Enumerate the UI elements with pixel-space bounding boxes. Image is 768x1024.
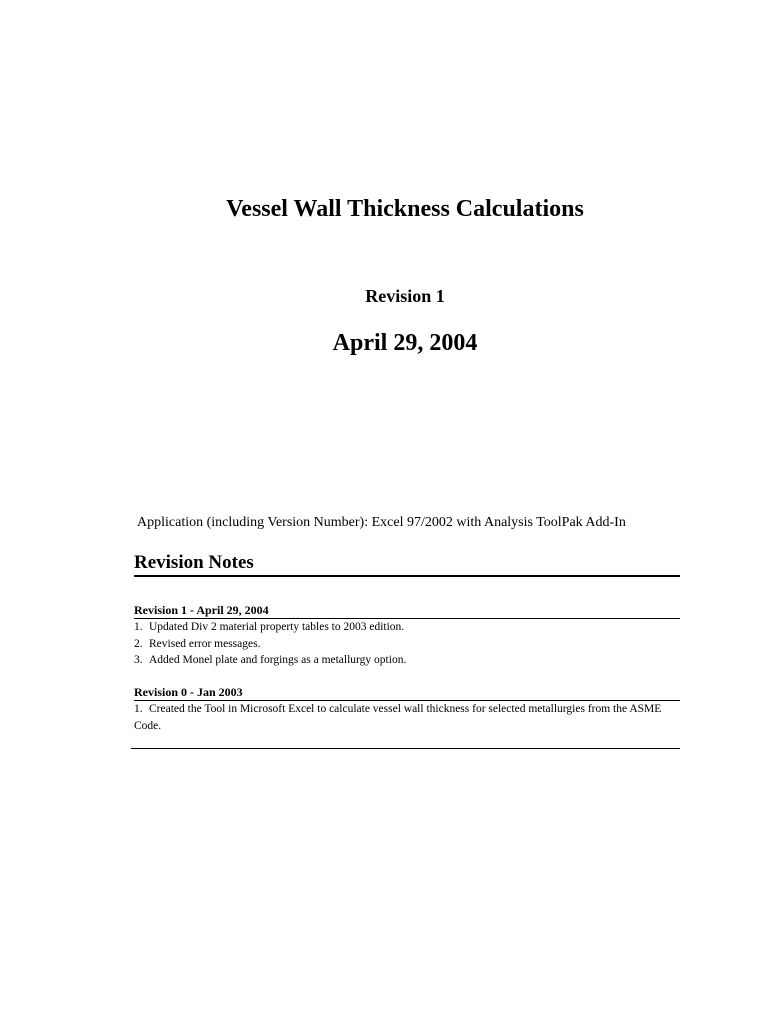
list-item-number: 2.: [134, 637, 143, 650]
application-line: Application (including Version Number): Excel 97/2002 with Analysis ToolPak Add-In: [137, 515, 626, 530]
list-item-number: 1.: [134, 703, 143, 715]
bottom-divider: [131, 748, 680, 749]
list-item: [134, 619, 680, 636]
revision-label: Revision 1: [365, 286, 445, 306]
revision-notes-heading: Revision Notes: [134, 551, 680, 577]
list-item-number: 3.: [134, 654, 143, 666]
list-item-text: Revised error messages.: [149, 637, 261, 650]
revision-0-block: [134, 685, 680, 734]
list-item: [134, 636, 680, 653]
list-item: [134, 701, 680, 734]
list-item-text: Added Monel plate and forgings as a metallurgy option.: [149, 654, 407, 666]
list-item-text: Updated Div 2 material property tables to 2003 edition.: [149, 621, 405, 633]
page-title: Vessel Wall Thickness Calculations: [226, 196, 584, 222]
list-item: [134, 652, 680, 669]
list-item-number: 1.: [134, 621, 143, 633]
list-item-text: Created the Tool in Microsoft Excel to calculate vessel wall thickness for selected metallurgies from the ASME Code.: [134, 703, 662, 732]
revision-1-heading: Revision 1 - April 29, 2004: [134, 603, 680, 619]
document-date: April 29, 2004: [332, 330, 478, 356]
revision-1-block: [134, 603, 680, 669]
revision-0-heading: Revision 0 - Jan 2003: [134, 685, 680, 701]
